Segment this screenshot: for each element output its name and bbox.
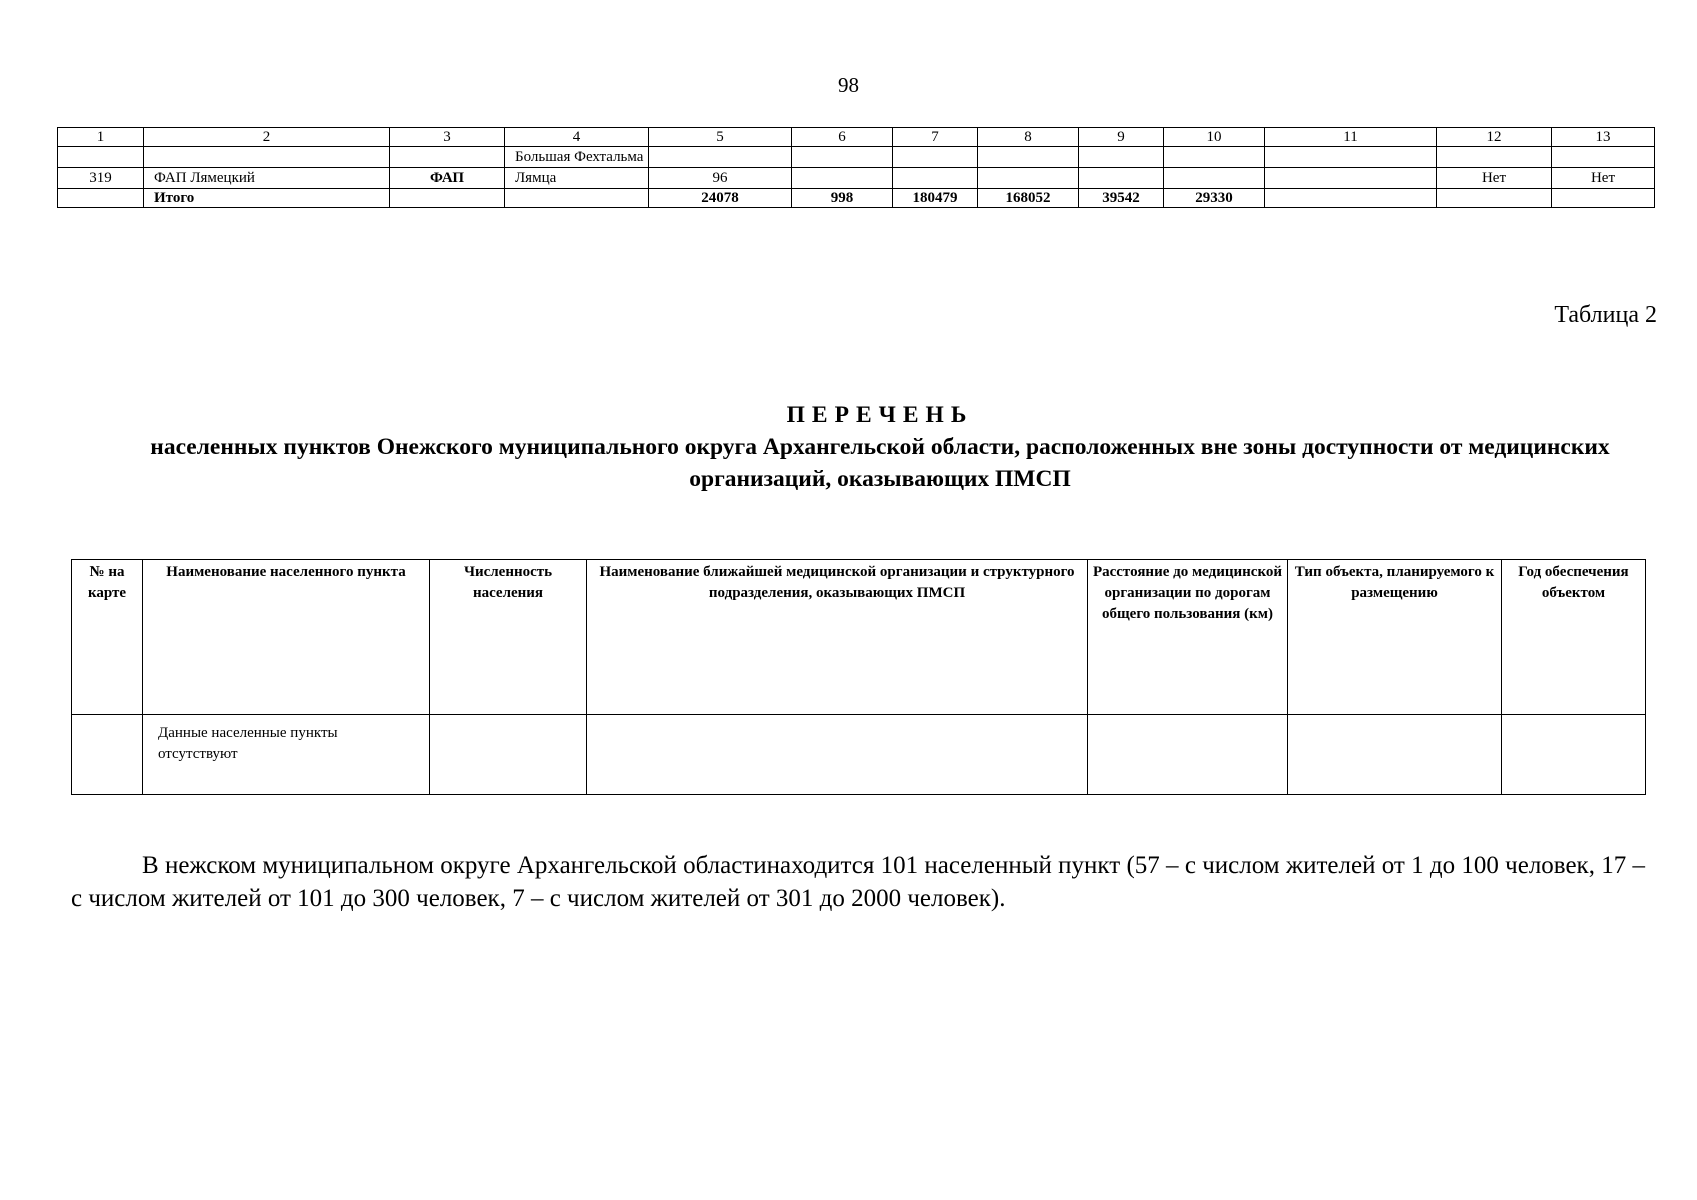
column-header: Численность населения: [430, 560, 587, 715]
table-cell: [430, 715, 587, 795]
total-label: Итого: [144, 189, 390, 208]
table-cell: ФАП Лямецкий: [144, 168, 390, 189]
table-cell: [1552, 189, 1655, 208]
table-cell: [893, 147, 978, 168]
column-number: 3: [390, 128, 505, 147]
column-number: 13: [1552, 128, 1655, 147]
column-number: 5: [649, 128, 792, 147]
table-cell: 96: [649, 168, 792, 189]
column-number: 6: [792, 128, 893, 147]
table-cell: [1079, 168, 1164, 189]
table-cell: [1288, 715, 1502, 795]
table-cell: [72, 715, 143, 795]
header-row: [72, 560, 1646, 715]
table-cell: [792, 168, 893, 189]
table-cell: [1265, 147, 1437, 168]
table-cell: [390, 147, 505, 168]
total-value: 998: [792, 189, 893, 208]
table-caption: Таблица 2: [1554, 302, 1657, 328]
table-cell: Нет: [1552, 168, 1655, 189]
total-value: 180479: [893, 189, 978, 208]
table-cell: [1164, 147, 1265, 168]
settlements-table: [71, 559, 1646, 795]
table-cell: Нет: [1437, 168, 1552, 189]
table-cell: [1265, 189, 1437, 208]
table-cell: [505, 189, 649, 208]
column-number: 8: [978, 128, 1079, 147]
table-cell: [1437, 147, 1552, 168]
table-cell: [587, 715, 1088, 795]
table-cell: [1265, 168, 1437, 189]
column-header: Год обеспечения объектом: [1502, 560, 1646, 715]
title-heading: ПЕРЕЧЕНЬ: [786, 402, 974, 428]
column-header: № на карте: [72, 560, 143, 715]
table-cell: [1552, 147, 1655, 168]
column-number: 2: [144, 128, 390, 147]
table-row: [72, 715, 1646, 795]
table-cell: [978, 147, 1079, 168]
total-value: 24078: [649, 189, 792, 208]
summary-paragraph: В нежском муниципальном округе Архангельской областинаходится 101 населенный пункт (57 – с числом жителей от 1 до 100 человек, 17 – с числом жителей от 101 до 300 человек, 7 – с числом жителей от 301 до 2000 человек).: [71, 852, 1645, 912]
table-cell: [1164, 168, 1265, 189]
table-cell: Лямца: [505, 168, 649, 189]
total-value: 168052: [978, 189, 1079, 208]
table-cell: ФАП: [390, 168, 505, 189]
column-number: 10: [1164, 128, 1265, 147]
column-header: Наименование ближайшей медицинской организации и структурного подразделения, оказывающих ПМСП: [587, 560, 1088, 715]
page-number: 98: [838, 73, 859, 97]
column-number: 7: [893, 128, 978, 147]
table-cell: Большая Фехтальма: [505, 147, 649, 168]
column-number: 4: [505, 128, 649, 147]
table-cell: [1079, 147, 1164, 168]
column-header: Расстояние до медицинской организации по дорогам общего пользования (км): [1088, 560, 1288, 715]
table-cell: [1437, 189, 1552, 208]
table-cell: [58, 189, 144, 208]
document-title: [150, 399, 1610, 495]
table-cell: [1088, 715, 1288, 795]
column-number: 9: [1079, 128, 1164, 147]
table-cell: [144, 147, 390, 168]
table-row: [58, 147, 1655, 168]
total-value: 29330: [1164, 189, 1265, 208]
title-subtitle: населенных пунктов Онежского муниципального округа Архангельской области, расположенных вне зоны доступности от медицинских организаций, оказывающих ПМСП: [150, 434, 1610, 492]
total-row: [58, 189, 1655, 208]
continuation-table: [57, 127, 1655, 208]
table-cell: [792, 147, 893, 168]
column-number-row: [58, 128, 1655, 147]
table-cell: [1502, 715, 1646, 795]
table-row: [58, 168, 1655, 189]
table-cell: [978, 168, 1079, 189]
total-value: 39542: [1079, 189, 1164, 208]
table-cell: Данные населенные пункты отсутствуют: [143, 715, 430, 795]
column-number: 12: [1437, 128, 1552, 147]
table-cell: 319: [58, 168, 144, 189]
column-header: Наименование населенного пункта: [143, 560, 430, 715]
table-cell: [390, 189, 505, 208]
column-number: 11: [1265, 128, 1437, 147]
table-cell: [649, 147, 792, 168]
column-header: Тип объекта, планируемого к размещению: [1288, 560, 1502, 715]
table-cell: [893, 168, 978, 189]
column-number: 1: [58, 128, 144, 147]
table-cell: [58, 147, 144, 168]
